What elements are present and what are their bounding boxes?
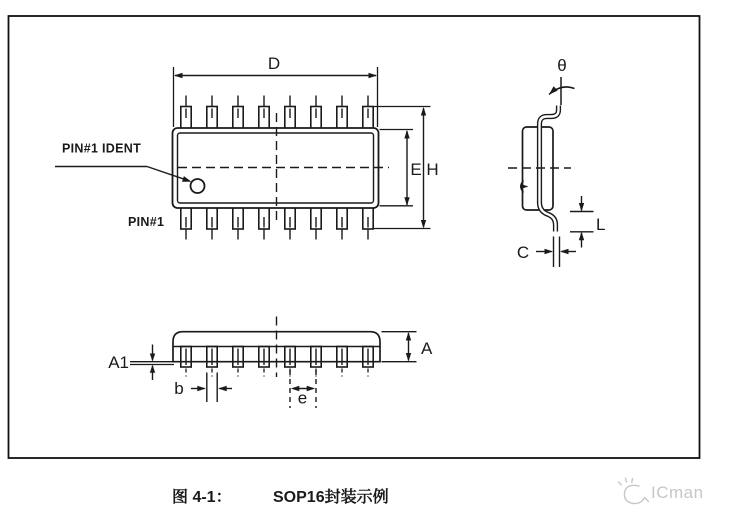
dimension-theta	[549, 56, 575, 105]
arrowhead-down	[406, 353, 411, 362]
arrowhead-up	[150, 365, 155, 373]
dim-C-label: C	[516, 243, 530, 262]
side-view	[508, 56, 605, 267]
arrowhead-up	[406, 332, 411, 341]
dim-theta-label: θ	[557, 56, 567, 75]
watermark-logo-icon	[619, 478, 649, 504]
dim-A1-label: A1	[108, 353, 129, 372]
dim-e-label: e	[297, 388, 308, 408]
arrowhead-up	[421, 107, 426, 116]
arrowhead-down	[421, 220, 426, 229]
arrowhead-up	[579, 232, 584, 241]
arrowhead-down	[150, 354, 155, 362]
dim-b-label: b	[174, 379, 184, 398]
dim-L-label: L	[596, 215, 606, 234]
top-view	[55, 54, 439, 240]
arrowhead-left	[218, 386, 227, 391]
dim-H-label: H	[426, 160, 439, 179]
dimension-A	[382, 332, 434, 362]
arrowhead-left	[560, 249, 569, 254]
arrowhead-up	[404, 130, 409, 139]
dim-D-label: D	[267, 54, 281, 73]
dim-A-label: A	[421, 339, 433, 358]
dimension-E	[380, 130, 422, 206]
pin1-ident-leader	[55, 167, 192, 182]
dimension-C	[517, 237, 576, 268]
figure-caption-title: SOP16封装示例	[273, 489, 389, 506]
watermark-text: ICman	[651, 483, 704, 502]
dim-E-label: E	[410, 160, 422, 179]
dimension-L	[570, 196, 605, 248]
figure-caption-number: 图 4-1：	[172, 489, 232, 506]
pin1-label: PIN#1	[128, 215, 165, 229]
arrowhead-right	[307, 386, 316, 391]
arrowhead-down	[579, 203, 584, 212]
pin1-ident-label: PIN#1 IDENT	[62, 141, 142, 156]
pin1-ident-dot	[191, 179, 205, 193]
arrowhead-left	[174, 73, 183, 78]
dimension-A1	[108, 345, 174, 381]
arrowhead-right	[545, 249, 554, 254]
arrowhead-right	[369, 73, 378, 78]
arrowhead-right	[197, 386, 206, 391]
dimension-b	[174, 373, 232, 403]
front-view	[108, 317, 433, 409]
figure-frame	[9, 16, 700, 458]
arrowhead-down	[404, 197, 409, 206]
arrowhead	[549, 86, 558, 94]
dimension-e	[290, 370, 316, 408]
